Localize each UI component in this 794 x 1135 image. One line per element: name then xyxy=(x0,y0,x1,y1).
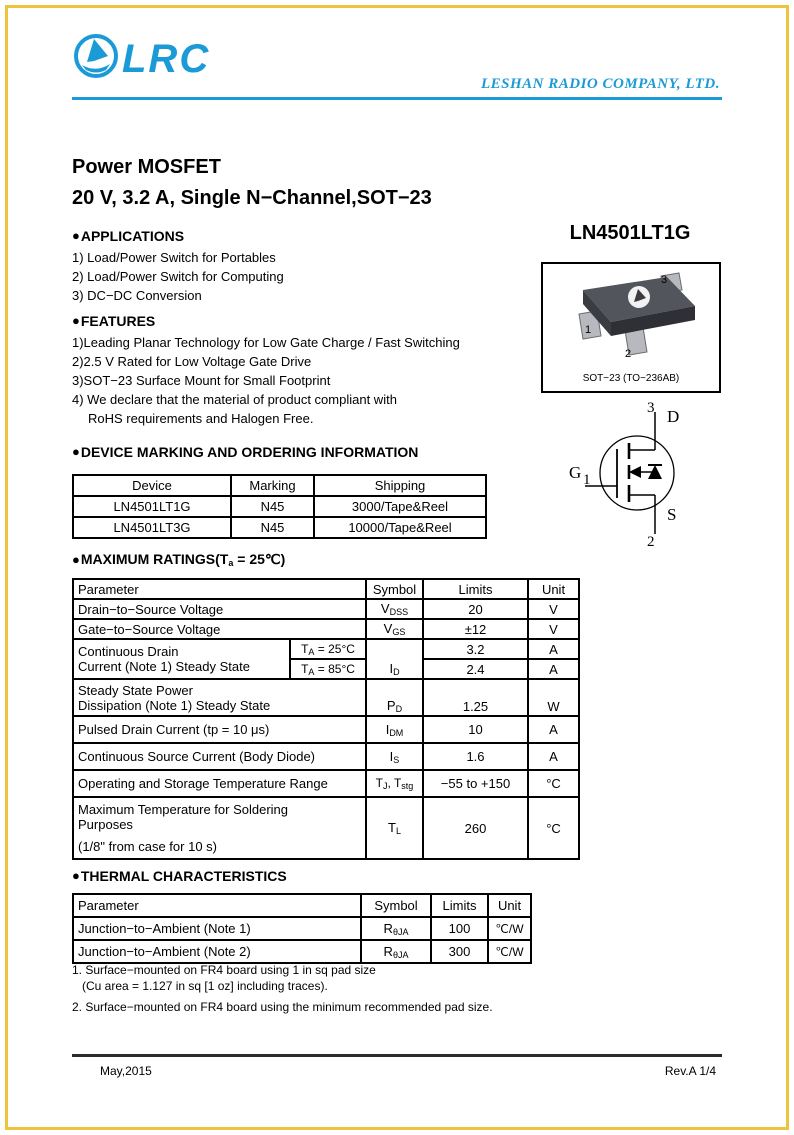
feature-item: 3)SOT−23 Surface Mount for Small Footprint xyxy=(72,373,331,388)
features-section xyxy=(72,313,460,428)
features-heading: ● FEATURES xyxy=(72,313,156,329)
footnotes xyxy=(72,962,493,1015)
col-header-unit: Unit xyxy=(488,894,531,917)
page-title xyxy=(72,152,432,214)
col-header-symbol: Symbol xyxy=(361,894,431,917)
applications-heading: ● APPLICATIONS xyxy=(72,228,185,244)
applications-section xyxy=(72,228,284,305)
symbol-pin-d-number: 3 xyxy=(647,400,655,416)
col-header-symbol: Symbol xyxy=(366,579,423,599)
application-item: 3) DC−DC Conversion xyxy=(72,288,202,303)
table-row: Maximum Temperature for Soldering Purposes (1/8" from case for 10 s) TL 260 °C xyxy=(73,797,579,859)
symbol-g-label: G xyxy=(569,463,582,482)
table-header-row xyxy=(73,579,579,599)
condition-ta25: TA = 25°C xyxy=(290,639,366,659)
symbol-s-label: S xyxy=(667,505,677,524)
table-row: Continuous Drain Current (Note 1) Steady State TA = 25°C ID 3.2 A xyxy=(73,639,579,659)
bullet-icon: ● xyxy=(72,313,80,328)
footer-revision: Rev.A 1/4 xyxy=(664,1064,716,1078)
symbol-d-label: D xyxy=(667,407,680,426)
col-header-shipping: Shipping xyxy=(314,475,486,496)
part-number: LN4501LT1G xyxy=(569,222,691,244)
col-header-limits: Limits xyxy=(431,894,488,917)
col-header-device: Device xyxy=(73,475,231,496)
table-row: Gate−to−Source Voltage VGS ±12 V xyxy=(73,619,579,639)
table-row: LN4501LT1G N45 3000/Tape&Reel xyxy=(73,496,486,517)
symbol-id: ID xyxy=(366,639,423,679)
symbol-tl: TL xyxy=(366,797,423,859)
lrc-logo xyxy=(70,26,240,93)
mosfet-circuit-symbol xyxy=(555,398,755,555)
note-2: 2. Surface−mounted on FR4 board using the minimum recommended pad size. xyxy=(72,1000,493,1014)
bullet-icon: ● xyxy=(72,228,80,243)
symbol-vdss: VDSS xyxy=(366,599,423,619)
thermal-table xyxy=(72,893,532,964)
symbol-is: IS xyxy=(366,743,423,770)
note-1: 1. Surface−mounted on FR4 board using 1 in sq pad size xyxy=(72,963,376,977)
table-row: TA = 85°C 2.4 A xyxy=(73,659,579,679)
title-line1: Power MOSFET xyxy=(72,156,221,178)
package-image-box xyxy=(541,262,721,393)
col-header-parameter: Parameter xyxy=(73,579,366,599)
symbol-vgs: VGS xyxy=(366,619,423,639)
symbol-tj-tstg: TJ, Tstg xyxy=(366,770,423,797)
table-header-row xyxy=(73,894,531,917)
table-row: Drain−to−Source Voltage VDSS 20 V xyxy=(73,599,579,619)
title-line2: 20 V, 3.2 A, Single N−Channel,SOT−23 xyxy=(72,187,432,209)
table-row: Pulsed Drain Current (tp = 10 μs) IDM 10 A xyxy=(73,716,579,743)
symbol-pin-g-number: 1 xyxy=(583,472,591,488)
company-name: LESHAN RADIO COMPANY, LTD. xyxy=(480,76,720,92)
feature-item: RoHS requirements and Halogen Free. xyxy=(88,411,314,426)
thermal-heading: ● THERMAL CHARACTERISTICS xyxy=(72,868,287,884)
bullet-icon: ● xyxy=(72,551,80,567)
maximum-ratings-table xyxy=(72,578,580,860)
ordering-table xyxy=(72,474,487,539)
table-row: LN4501LT3G N45 10000/Tape&Reel xyxy=(73,517,486,538)
feature-item: 2)2.5 V Rated for Low Voltage Gate Drive xyxy=(72,354,312,369)
logo-text: LRC xyxy=(122,37,211,81)
application-item: 1) Load/Power Switch for Portables xyxy=(72,250,276,265)
max-ratings-heading: ● MAXIMUM RATINGS(Ta = 25℃) xyxy=(72,551,286,568)
table-header-row xyxy=(73,475,486,496)
col-header-unit: Unit xyxy=(528,579,579,599)
package-name-label: SOT−23 (TO−236AB) xyxy=(582,373,680,384)
col-header-parameter: Parameter xyxy=(73,894,361,917)
lrc-logo-flag-icon xyxy=(76,36,116,76)
footer-rule xyxy=(72,1054,722,1057)
note-1-cont: (Cu area = 1.127 in sq [1 oz] including traces). xyxy=(82,979,328,993)
symbol-rthja: RθJA xyxy=(361,917,431,940)
package-pin2-label: 2 xyxy=(625,348,632,360)
table-row: Junction−to−Ambient (Note 1) RθJA 100 ℃/W xyxy=(73,917,531,940)
package-pin3-label: 3 xyxy=(661,274,668,286)
col-header-marking: Marking xyxy=(231,475,314,496)
symbol-idm: IDM xyxy=(366,716,423,743)
table-row: Continuous Source Current (Body Diode) IS 1.6 A xyxy=(73,743,579,770)
header-rule xyxy=(72,97,722,100)
col-header-limits: Limits xyxy=(423,579,528,599)
feature-item: 1)Leading Planar Technology for Low Gate Charge / Fast Switching xyxy=(72,335,460,350)
bullet-icon: ● xyxy=(72,868,80,883)
table-row: Steady State Power Dissipation (Note 1) Steady State PD 1.25 W xyxy=(73,679,579,716)
symbol-pin-s-number: 2 xyxy=(647,534,655,550)
feature-item: 4) We declare that the material of product compliant with xyxy=(72,392,397,407)
package-pin1-label: 1 xyxy=(585,324,592,336)
table-row: Operating and Storage Temperature Range TJ, Tstg −55 to +150 °C xyxy=(73,770,579,797)
bullet-icon: ● xyxy=(72,444,80,459)
application-item: 2) Load/Power Switch for Computing xyxy=(72,269,284,284)
condition-ta85: TA = 85°C xyxy=(290,659,366,679)
symbol-rthja: RθJA xyxy=(361,940,431,963)
footer-date: May,2015 xyxy=(100,1064,152,1078)
symbol-pd: PD xyxy=(366,679,423,716)
ordering-heading: ● DEVICE MARKING AND ORDERING INFORMATION xyxy=(72,444,419,460)
table-row: Junction−to−Ambient (Note 2) RθJA 300 ℃/W xyxy=(73,940,531,963)
